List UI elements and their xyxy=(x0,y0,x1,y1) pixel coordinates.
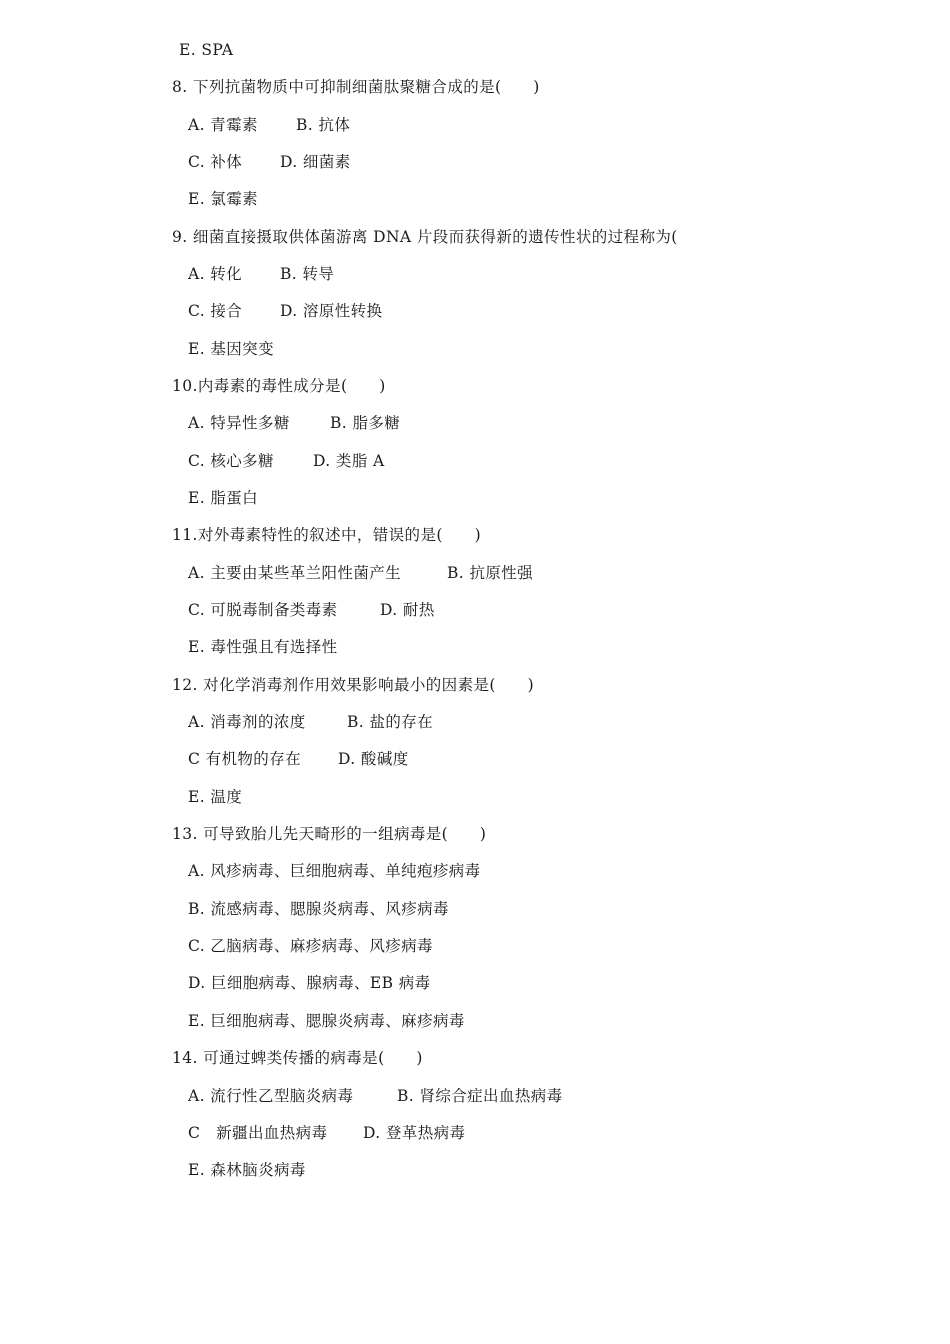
option-line xyxy=(188,973,431,993)
option-line xyxy=(188,339,274,359)
option-e: E. 基因突变 xyxy=(188,340,274,358)
option-b: B. 抗体 xyxy=(296,116,351,134)
option-b: B. 抗原性强 xyxy=(447,564,534,582)
option-d: D. 类脂 A xyxy=(313,452,385,470)
option-b: B. 盐的存在 xyxy=(347,713,434,731)
option-a: A. 主要由某些革兰阳性菌产生 xyxy=(188,564,402,582)
option-c: C. 乙脑病毒、麻疹病毒、风疹病毒 xyxy=(188,937,433,955)
option-b: B. 脂多糖 xyxy=(330,414,401,432)
option-a: A. 特异性多糖 xyxy=(188,414,290,432)
option-line xyxy=(188,899,449,919)
option-line xyxy=(188,264,334,284)
option-line xyxy=(188,637,338,657)
option-line xyxy=(188,1011,465,1031)
option-e: E. 森林脑炎病毒 xyxy=(188,1161,306,1179)
option-c: C. 接合 xyxy=(188,302,243,320)
option-e: E. 巨细胞病毒、腮腺炎病毒、麻疹病毒 xyxy=(188,1012,465,1030)
question-10: 10.内毒素的毒性成分是( ) xyxy=(172,377,386,395)
question-9: 9. 细菌直接摄取供体菌游离 DNA 片段而获得新的遗传性状的过程称为( xyxy=(172,228,678,246)
option-line xyxy=(188,563,533,583)
option-a: A. 风疹病毒、巨细胞病毒、单纯疱疹病毒 xyxy=(188,862,481,880)
option-line xyxy=(188,301,382,321)
option-d: D. 登革热病毒 xyxy=(363,1124,466,1142)
option-line xyxy=(188,600,435,620)
option-c: C. 可脱毒制备类毒素 xyxy=(188,601,338,619)
option-line xyxy=(188,936,433,956)
option-line xyxy=(188,413,400,433)
question-8: 8. 下列抗菌物质中可抑制细菌肽聚糖合成的是( ) xyxy=(172,78,540,96)
option-line xyxy=(188,861,481,881)
option-c: C 新疆出血热病毒 xyxy=(188,1124,328,1142)
option-line xyxy=(188,488,258,508)
option-e: E. 氯霉素 xyxy=(188,190,259,208)
option-line xyxy=(188,749,409,769)
question-12: 12. 对化学消毒剂作用效果影响最小的因素是( ) xyxy=(172,676,535,694)
option-a: A. 青霉素 xyxy=(188,116,258,134)
option-line xyxy=(188,1123,465,1143)
option-d: D. 细菌素 xyxy=(280,153,351,171)
option-b: B. 肾综合症出血热病毒 xyxy=(397,1087,563,1105)
option-c: C 有机物的存在 xyxy=(188,750,301,768)
option-line xyxy=(188,152,351,172)
option-e: E. 毒性强且有选择性 xyxy=(188,638,338,656)
option-line xyxy=(188,451,385,471)
option-d: D. 耐热 xyxy=(380,601,435,619)
option-line xyxy=(188,787,242,807)
option-line xyxy=(188,189,258,209)
option-line xyxy=(179,40,233,60)
option-e: E. 温度 xyxy=(188,788,243,806)
option-a: A. 转化 xyxy=(188,265,243,283)
option-a: A. 消毒剂的浓度 xyxy=(188,713,306,731)
option-a: A. 流行性乙型脑炎病毒 xyxy=(188,1087,354,1105)
option-e: E. SPA xyxy=(179,41,234,59)
question-11: 11.对外毒素特性的叙述中，错误的是( ) xyxy=(172,526,482,544)
option-d: D. 溶原性转换 xyxy=(280,302,383,320)
option-line xyxy=(188,115,350,135)
option-b: B. 转导 xyxy=(280,265,335,283)
option-line xyxy=(188,712,433,732)
option-line xyxy=(188,1160,306,1180)
option-line xyxy=(188,1086,563,1106)
option-c: C. 核心多糖 xyxy=(188,452,274,470)
question-13: 13. 可导致胎儿先天畸形的一组病毒是( ) xyxy=(172,825,487,843)
option-d: D. 酸碱度 xyxy=(338,750,409,768)
option-e: E. 脂蛋白 xyxy=(188,489,259,507)
option-b: B. 流感病毒、腮腺炎病毒、风疹病毒 xyxy=(188,900,449,918)
option-d: D. 巨细胞病毒、腺病毒、EB 病毒 xyxy=(188,974,431,992)
question-14: 14. 可通过蜱类传播的病毒是( ) xyxy=(172,1049,423,1067)
option-c: C. 补体 xyxy=(188,153,243,171)
